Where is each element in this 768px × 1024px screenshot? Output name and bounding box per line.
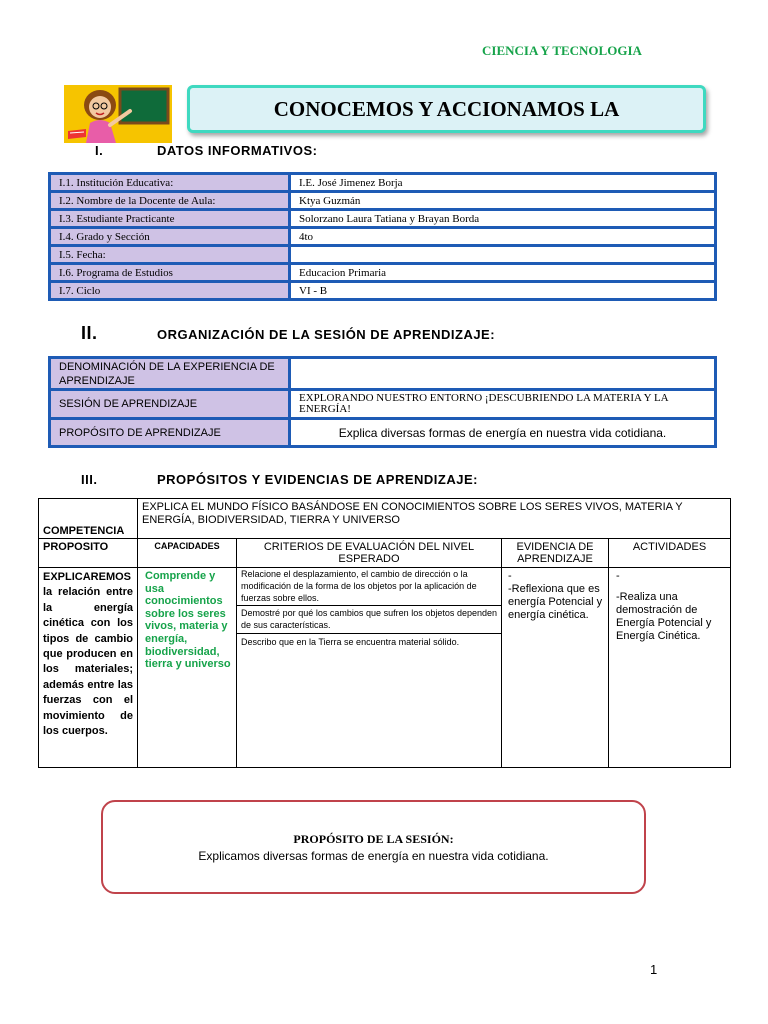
section-2-title: ORGANIZACIÓN DE LA SESIÓN DE APRENDIZAJE:: [157, 327, 496, 342]
info-value: VI - B: [290, 282, 716, 300]
org-label: DENOMINACIÓN DE LA EXPERIENCIA DE APRENDIZAJE: [50, 358, 290, 390]
section-3-number: III.: [81, 472, 98, 487]
info-value: [290, 246, 716, 264]
evidencia-text: -Reflexiona que es energía Potencial y energía cinética.: [508, 583, 603, 621]
page-number: 1: [650, 962, 658, 977]
criterio-item: Relacione el desplazamiento, el cambio de dirección o la modificación de la forma de los objetos por la aplicación de fuerzas sobre ellos.: [237, 568, 501, 606]
competencia-label: COMPETENCIA: [39, 499, 138, 539]
criterio-item: Demostré por qué los cambios que sufren los objetos dependen de sus características.: [237, 606, 501, 634]
org-value: [290, 358, 716, 390]
info-label: I.1. Institución Educativa:: [50, 174, 290, 192]
proposito-header: PROPOSITO: [39, 539, 138, 568]
info-label: I.5. Fecha:: [50, 246, 290, 264]
info-value: 4to: [290, 228, 716, 246]
capacidad-text: Comprende y usa conocimientos sobre los seres vivos, materia y energía, biodiversidad, tierra y universo: [138, 568, 237, 768]
competency-table: [38, 498, 731, 768]
section-1-number: I.: [95, 143, 104, 158]
info-value: Ktya Guzmán: [290, 192, 716, 210]
info-value: I.E. José Jimenez Borja: [290, 174, 716, 192]
purpose-title: PROPÓSITO DE LA SESIÓN:: [293, 832, 454, 846]
session-purpose-box: [101, 800, 646, 894]
info-label: I.6. Programa de Estudios: [50, 264, 290, 282]
org-value: Explica diversas formas de energía en nuestra vida cotidiana.: [290, 419, 716, 447]
section-3-title: PROPÓSITOS Y EVIDENCIAS DE APRENDIZAJE:: [157, 472, 478, 487]
info-value: Educacion Primaria: [290, 264, 716, 282]
actividades-dash: -: [616, 570, 620, 582]
subject-header: CIENCIA Y TECNOLOGIA: [482, 43, 642, 58]
actividades-header: ACTIVIDADES: [609, 539, 731, 568]
info-table: [48, 172, 717, 301]
evidencia-cell: [502, 568, 609, 768]
organization-table: [48, 356, 717, 448]
evidencia-header: EVIDENCIA DE APRENDIZAJE: [502, 539, 609, 568]
info-label: I.2. Nombre de la Docente de Aula:: [50, 192, 290, 210]
criterios-header: CRITERIOS DE EVALUACIÓN DEL NIVEL ESPERADO: [237, 539, 502, 568]
criterios-cell: [237, 568, 502, 768]
capacidades-header: CAPACIDADES: [138, 539, 237, 568]
section-2-number: II.: [81, 323, 98, 343]
evidencia-dash: -: [508, 570, 512, 582]
document-title: CONOCEMOS Y ACCIONAMOS LA: [187, 85, 706, 133]
teacher-illustration: [64, 85, 172, 143]
org-label: SESIÓN DE APRENDIZAJE: [50, 390, 290, 419]
competencia-text: EXPLICA EL MUNDO FÍSICO BASÁNDOSE EN CONOCIMIENTOS SOBRE LOS SERES VIVOS, MATERIA Y ENERGÍA, BIODIVERSIDAD, TIERRA Y UNIVERSO: [138, 499, 731, 539]
info-label: I.3. Estudiante Practicante: [50, 210, 290, 228]
info-value: Solorzano Laura Tatiana y Brayan Borda: [290, 210, 716, 228]
purpose-text: Explicamos diversas formas de energía en nuestra vida cotidiana.: [198, 849, 549, 863]
info-label: I.4. Grado y Sección: [50, 228, 290, 246]
proposito-text: EXPLICAREMOS la relación entre la energía cinética con los tipos de cambio que producen en los materiales; además entre las fuerzas con el movimiento de los cuerpos.: [39, 568, 138, 768]
org-label: PROPÓSITO DE APRENDIZAJE: [50, 419, 290, 447]
info-label: I.7. Ciclo: [50, 282, 290, 300]
org-value: EXPLORANDO NUESTRO ENTORNO ¡DESCUBRIENDO LA MATERIA Y LA ENERGÍA!: [290, 390, 716, 419]
criterio-item: Describo que en la Tierra se encuentra material sólido.: [241, 637, 460, 647]
actividades-text: -Realiza una demostración de Energía Potencial y Energía Cinética.: [616, 591, 712, 642]
section-1-title: DATOS INFORMATIVOS:: [157, 143, 318, 158]
actividades-cell: [609, 568, 731, 768]
